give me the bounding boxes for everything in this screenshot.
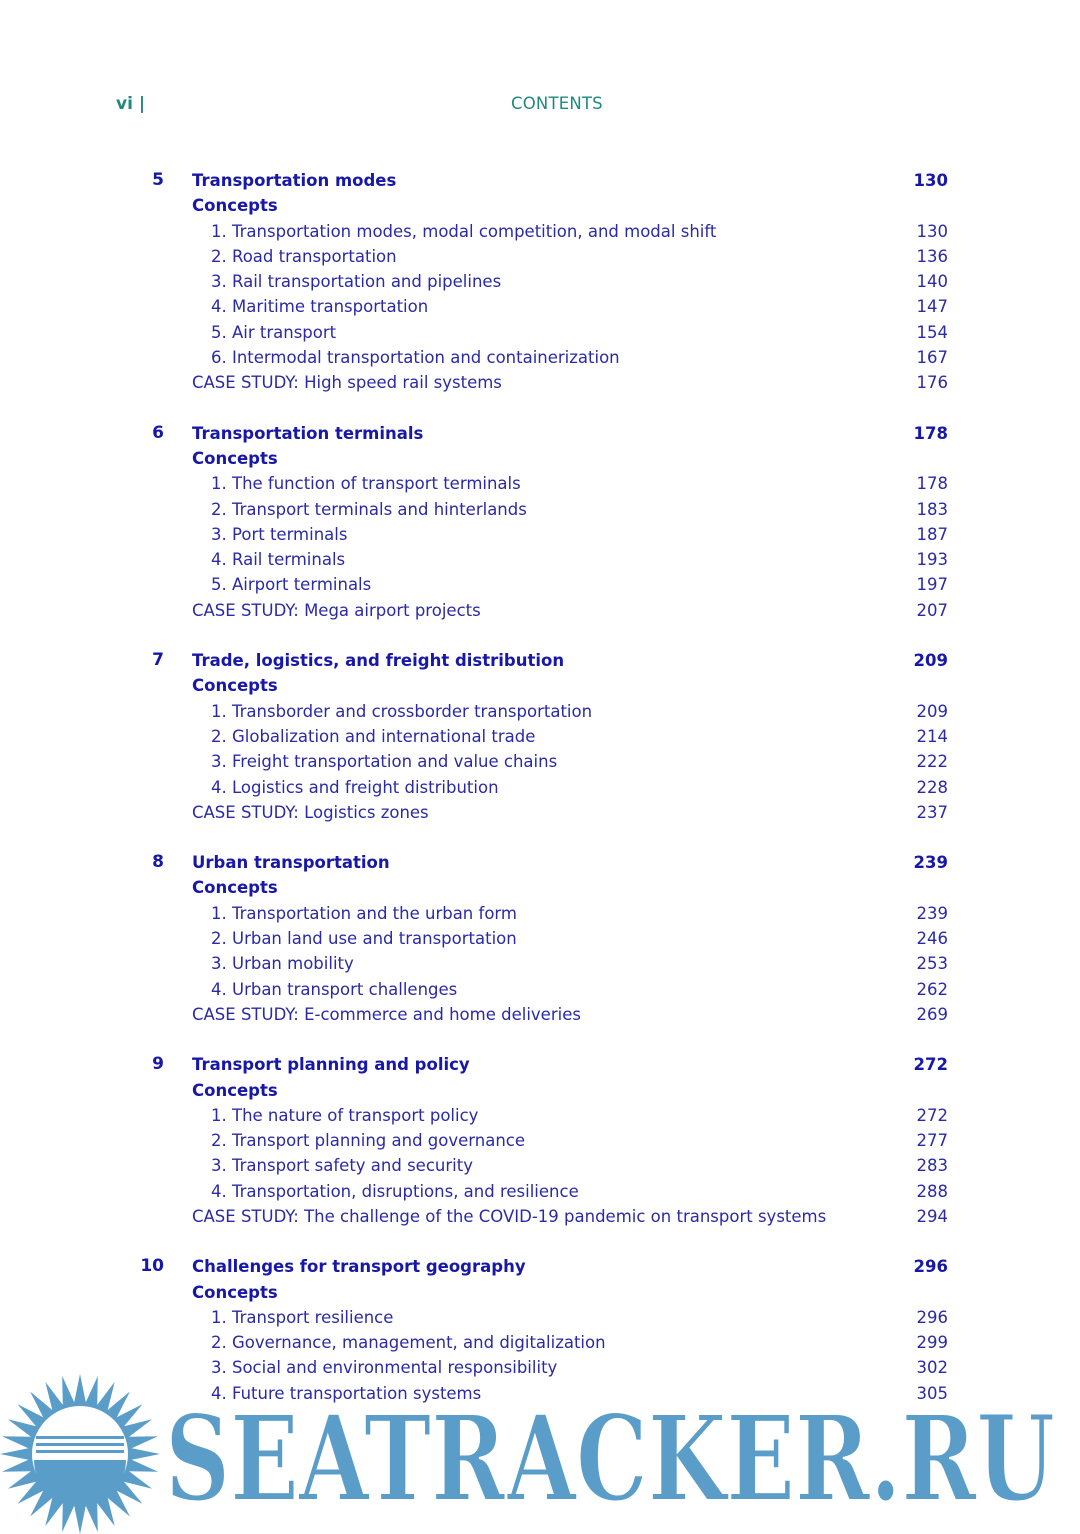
entry-title: 1. The nature of transport policy	[211, 1105, 479, 1125]
chapter-number: 8	[152, 852, 164, 873]
toc-entry[interactable]	[0, 1330, 1080, 1355]
case-study-page: 176	[916, 373, 948, 393]
chapter-page: 272	[913, 1055, 948, 1075]
entry-page: 136	[916, 246, 948, 266]
chapter-page: 130	[913, 171, 948, 190]
chapter-heading[interactable]	[0, 648, 1080, 673]
chapter-heading[interactable]	[0, 421, 1080, 446]
entry-page: 296	[916, 1307, 948, 1327]
toc-entry[interactable]	[0, 699, 1080, 724]
case-study-page: 237	[916, 802, 948, 822]
chapter-page: 296	[913, 1257, 948, 1277]
case-study-title: CASE STUDY: High speed rail systems	[192, 373, 502, 393]
case-study-page: 294	[916, 1206, 948, 1226]
chapter-heading[interactable]	[0, 168, 1080, 193]
case-study-page: 207	[916, 600, 948, 620]
entry-title: 2. Globalization and international trade	[211, 726, 536, 746]
sun-icon	[0, 1374, 160, 1534]
concepts-heading	[0, 446, 1080, 471]
case-study-entry[interactable]	[0, 598, 1080, 623]
chapter-title: Urban transportation	[192, 853, 390, 873]
entry-page: 214	[916, 726, 948, 746]
case-study-entry[interactable]	[0, 370, 1080, 395]
chapter-block	[0, 1052, 1080, 1229]
entry-title: 4. Transportation, disruptions, and resilience	[211, 1181, 579, 1201]
concepts-heading	[0, 875, 1080, 900]
chapter-heading[interactable]	[0, 1052, 1080, 1077]
entry-page: 299	[916, 1333, 948, 1353]
concepts-heading	[0, 1280, 1080, 1305]
entry-page: 209	[916, 701, 948, 721]
chapter-block	[0, 850, 1080, 1027]
entry-page: 253	[916, 954, 948, 974]
toc-entry[interactable]	[0, 294, 1080, 319]
chapter-number: 9	[152, 1054, 164, 1075]
chapter-block	[0, 421, 1080, 623]
running-title: CONTENTS	[511, 94, 603, 113]
entry-title: 3. Urban mobility	[211, 954, 354, 974]
watermark-text: SEATRACKER.RU	[165, 1389, 1055, 1528]
concepts-label: Concepts	[192, 1080, 278, 1100]
case-study-page: 269	[916, 1004, 948, 1024]
case-study-title: CASE STUDY: Logistics zones	[192, 802, 429, 822]
entry-page: 262	[916, 979, 948, 999]
concepts-label: Concepts	[192, 448, 278, 468]
toc-entry[interactable]	[0, 522, 1080, 547]
entry-page: 187	[916, 524, 948, 544]
entry-title: 4. Maritime transportation	[211, 297, 429, 317]
entry-title: 4. Future transportation systems	[211, 1383, 482, 1403]
watermark	[0, 1370, 1080, 1534]
entry-page: 288	[916, 1181, 948, 1201]
case-study-entry[interactable]	[0, 1204, 1080, 1229]
toc-entry[interactable]	[0, 1179, 1080, 1204]
entry-title: 2. Road transportation	[211, 246, 397, 266]
toc-entry[interactable]	[0, 497, 1080, 522]
entry-page: 302	[916, 1358, 948, 1378]
entry-title: 3. Port terminals	[211, 524, 348, 544]
table-of-contents	[0, 168, 1080, 1431]
concepts-label: Concepts	[192, 878, 278, 898]
toc-entry[interactable]	[0, 749, 1080, 774]
toc-entry[interactable]	[0, 219, 1080, 244]
chapter-title: Transportation terminals	[192, 423, 424, 443]
toc-entry[interactable]	[0, 244, 1080, 269]
toc-entry[interactable]	[0, 1103, 1080, 1128]
toc-entry[interactable]	[0, 471, 1080, 496]
entry-title: 3. Social and environmental responsibility	[211, 1358, 558, 1378]
chapter-title: Trade, logistics, and freight distribution	[192, 651, 565, 671]
entry-title: 2. Transport terminals and hinterlands	[211, 499, 527, 519]
toc-entry[interactable]	[0, 547, 1080, 572]
chapter-number: 7	[152, 650, 164, 671]
chapter-heading[interactable]	[0, 1254, 1080, 1279]
toc-entry[interactable]	[0, 901, 1080, 926]
chapter-number: 10	[140, 1256, 164, 1277]
concepts-label: Concepts	[192, 676, 278, 696]
entry-page: 246	[916, 929, 948, 949]
entry-title: 1. Transport resilience	[211, 1307, 394, 1327]
toc-entry[interactable]	[0, 775, 1080, 800]
toc-entry[interactable]	[0, 1153, 1080, 1178]
chapter-block	[0, 648, 1080, 825]
entry-title: 6. Intermodal transportation and containerization	[211, 348, 620, 368]
entry-title: 2. Transport planning and governance	[211, 1131, 526, 1151]
entry-title: 3. Rail transportation and pipelines	[211, 272, 502, 292]
concepts-label: Concepts	[192, 1282, 278, 1302]
entry-page: 167	[916, 348, 948, 368]
entry-page: 183	[916, 499, 948, 519]
toc-entry[interactable]	[0, 345, 1080, 370]
entry-page: 228	[916, 777, 948, 797]
chapter-number: 5	[152, 170, 164, 190]
entry-page: 130	[916, 221, 948, 241]
toc-entry[interactable]	[0, 320, 1080, 345]
concepts-heading	[0, 193, 1080, 218]
toc-entry[interactable]	[0, 977, 1080, 1002]
case-study-title: CASE STUDY: E-commerce and home deliveries	[192, 1004, 581, 1024]
entry-title: 2. Urban land use and transportation	[211, 929, 517, 949]
entry-title: 3. Transport safety and security	[211, 1156, 473, 1176]
entry-title: 5. Airport terminals	[211, 575, 372, 595]
toc-entry[interactable]	[0, 724, 1080, 749]
entry-page: 283	[916, 1156, 948, 1176]
entry-title: 1. The function of transport terminals	[211, 474, 521, 494]
case-study-title: CASE STUDY: Mega airport projects	[192, 600, 481, 620]
entry-page: 272	[916, 1105, 948, 1125]
entry-title: 1. Transborder and crossborder transportation	[211, 701, 593, 721]
toc-entry[interactable]	[0, 1305, 1080, 1330]
chapter-page: 178	[913, 423, 948, 443]
chapter-title: Transportation modes	[192, 171, 397, 190]
chapter-block	[0, 168, 1080, 396]
entry-page: 147	[916, 297, 948, 317]
chapter-title: Transport planning and policy	[192, 1055, 470, 1075]
entry-title: 4. Rail terminals	[211, 550, 346, 570]
case-study-title: CASE STUDY: The challenge of the COVID-19 pandemic on transport systems	[192, 1206, 827, 1226]
entry-title: 1. Transportation modes, modal competition, and modal shift	[211, 221, 717, 241]
entry-page: 277	[916, 1131, 948, 1151]
page-header	[0, 94, 1080, 118]
entry-page: 239	[916, 903, 948, 923]
entry-page: 178	[916, 474, 948, 494]
entry-title: 4. Logistics and freight distribution	[211, 777, 499, 797]
chapter-page: 239	[913, 853, 948, 873]
toc-entry[interactable]	[0, 926, 1080, 951]
entry-page: 222	[916, 752, 948, 772]
case-study-entry[interactable]	[0, 1002, 1080, 1027]
toc-entry[interactable]	[0, 1128, 1080, 1153]
entry-title: 4. Urban transport challenges	[211, 979, 458, 999]
entry-page: 197	[916, 575, 948, 595]
entry-page: 305	[916, 1383, 948, 1403]
toc-entry[interactable]	[0, 572, 1080, 597]
entry-title: 1. Transportation and the urban form	[211, 903, 517, 923]
chapter-page: 209	[913, 651, 948, 671]
chapter-number: 6	[152, 422, 164, 443]
chapter-heading[interactable]	[0, 850, 1080, 875]
concepts-label: Concepts	[192, 196, 278, 216]
entry-title: 2. Governance, management, and digitalization	[211, 1333, 606, 1353]
concepts-heading	[0, 673, 1080, 698]
entry-page: 140	[916, 272, 948, 292]
entry-page: 154	[916, 322, 948, 342]
entry-title: 5. Air transport	[211, 322, 337, 342]
case-study-entry[interactable]	[0, 800, 1080, 825]
entry-title: 3. Freight transportation and value chains	[211, 752, 558, 772]
toc-entry[interactable]	[0, 951, 1080, 976]
toc-entry[interactable]	[0, 269, 1080, 294]
chapter-title: Challenges for transport geography	[192, 1257, 526, 1277]
entry-page: 193	[916, 550, 948, 570]
page-number: vi |	[116, 94, 146, 114]
concepts-heading	[0, 1078, 1080, 1103]
